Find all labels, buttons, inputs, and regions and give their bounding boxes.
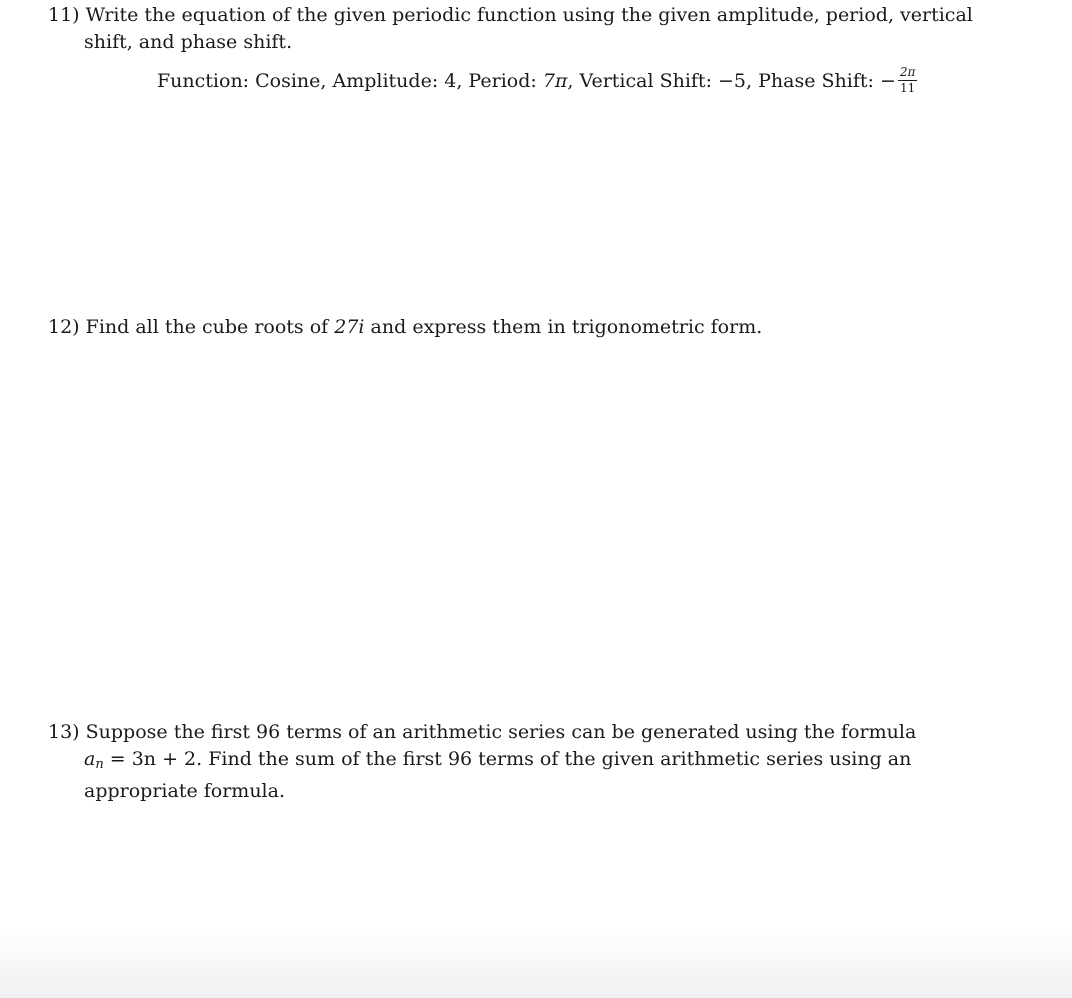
problem-12-text-after: and express them in trigonometric form.: [364, 316, 763, 338]
problem-12: [48, 314, 988, 341]
problem-12-math: 27i: [334, 316, 365, 338]
formula-equation: = 3n + 2: [103, 748, 197, 770]
phase-shift-fraction: [898, 66, 918, 95]
phase-denominator: 11: [899, 80, 916, 95]
problem-11-line-1: [48, 2, 988, 29]
problem-12-line-1: [48, 314, 988, 341]
problem-12-text-before: Find all the cube roots of: [85, 316, 335, 338]
problem-11-text-line-1: Write the equation of the given periodic function using the given amplitude, period, vertical: [85, 4, 973, 26]
problem-13-line-1: [48, 719, 988, 746]
problem-12-number: 12): [48, 316, 80, 338]
given-middle: , Vertical Shift:: [567, 70, 719, 92]
phase-numerator: 2π: [899, 64, 916, 79]
given-prefix: Function: Cosine, Amplitude: 4, Period:: [157, 70, 543, 92]
problem-13: [48, 719, 988, 805]
problem-11: [48, 2, 988, 56]
formula-subscript: n: [95, 757, 104, 772]
problem-13-line-2: [48, 746, 988, 778]
formula-a: a: [84, 748, 96, 770]
problem-13-text-line-1: Suppose the first 96 terms of an arithmetic series can be generated using the formula: [85, 721, 917, 743]
phase-sign: −: [879, 70, 896, 92]
page-bottom-shadow: [0, 928, 1072, 998]
phase-label: , Phase Shift:: [746, 70, 880, 92]
problem-13-number: 13): [48, 721, 80, 743]
problem-11-number: 11): [48, 4, 80, 26]
problem-11-line-2: shift, and phase shift.: [84, 31, 293, 53]
problem-11-given: [157, 66, 917, 97]
period-value: 7π: [542, 70, 568, 92]
vertical-shift-value: −5: [718, 70, 747, 92]
problem-13-line-3: appropriate formula.: [84, 780, 285, 802]
problem-13-text-line-2: . Find the sum of the first 96 terms of the given arithmetic series using an: [196, 748, 912, 770]
